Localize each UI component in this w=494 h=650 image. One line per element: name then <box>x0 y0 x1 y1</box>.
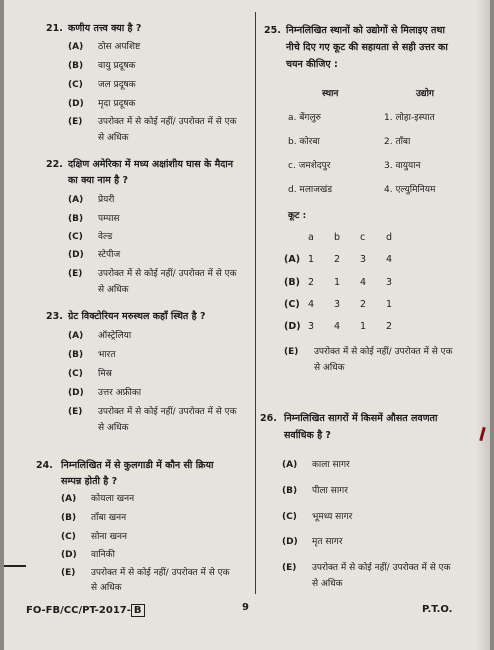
page-number: 9 <box>242 602 249 613</box>
place-c: c. जमशेदपुर <box>288 161 331 171</box>
place-b: b. कोरबा <box>288 137 320 147</box>
margin-mark-red <box>479 427 486 441</box>
industry-2: 2. ताँबा <box>384 137 411 147</box>
question-text-line2: नीचे दिए गए कूट की सहायता से सही उत्तर का <box>286 42 448 53</box>
question-number: 22. <box>46 159 63 170</box>
question-text-line3: चयन कीजिए : <box>286 59 338 70</box>
question-text-line1: निम्नलिखित स्थानों को उद्योगों से मिलाइए तथा <box>286 25 445 36</box>
place-a: a. बेंगलुरु <box>288 113 321 123</box>
question-number: 26. <box>260 413 277 424</box>
pto-label: P.T.O. <box>422 604 453 615</box>
option-e-continuation: से अधिक <box>98 133 129 143</box>
question-text: कणीय तत्त्व क्या है ? <box>68 23 142 34</box>
question-text-line1: निम्नलिखित में से कुलगाडी में कौन सी क्रिया <box>61 460 214 471</box>
option-e-continuation: से अधिक <box>98 285 129 295</box>
column-header-industries: उद्योग <box>416 89 435 99</box>
place-d: d. मलाजखंड <box>288 185 333 195</box>
question-text: ग्रेट विक्टोरियन मरुस्थल कहाँ स्थित है ? <box>68 311 206 322</box>
industry-1: 1. लोहा-इस्पात <box>384 113 435 123</box>
question-text-line1: दक्षिण अमेरिका में मध्य अक्षांशीय घास के मैदान <box>68 159 234 170</box>
column-divider <box>255 12 256 594</box>
industry-3: 3. वायुयान <box>384 161 421 171</box>
code-header-a: a <box>308 232 314 243</box>
code-header-c: c <box>360 232 366 243</box>
question-text-line2: का क्या नाम है ? <box>68 175 129 186</box>
option-e-continuation: से अधिक <box>312 579 343 589</box>
margin-mark <box>4 565 26 567</box>
question-number: 25. <box>264 25 281 36</box>
question-text-line2: सम्पन्न होती है ? <box>61 476 118 487</box>
question-text-line1: निम्नलिखित सागरों में किसमें औसत लवणता <box>284 413 438 424</box>
booklet-series-box: B <box>131 604 145 617</box>
code-label: कूट : <box>288 211 307 221</box>
question-number: 23. <box>46 311 63 322</box>
option-e-continuation: से अधिक <box>98 423 129 433</box>
option-e-continuation: से अधिक <box>91 583 122 593</box>
industry-4: 4. एल्युमिनियम <box>384 185 436 195</box>
exam-page: 21. कणीय तत्त्व क्या है ? (A) ठोस अपशिष्ट (B) वायु प्रदूषक (C) जल प्रदूषक (D) मृदा प्रदूषक (E) उपरोक्त में से कोई नहीं/ उपरोक्त में से एक से अधिक 22. दक्षिण अमेरिका में मध्य अक्षांशीय घास के मैदान का क्या नाम है ? (A) प्रेयरी (B) पम्पास (C) वेल्ड (D) स्टेपीज (E) उपरोक्त में से कोई नहीं/ उपरोक्त में से एक से अधिक 23. ग्रेट विक्टोरियन मरुस्थल कहाँ स्थित है ? (A) ऑस्ट्रेलिया (B) भारत (C) मिस्र (D) उत्तर अफ्रीका (E) उपरोक्त में से कोई नहीं/ उपरोक्त में से एक से अधिक 24. निम्नलिखित में से कुलगाडी में कौन सी क्रिया सम्पन्न होती है ? (A) कोयला खनन (B) ताँबा खनन (C) सोना खनन (D) वानिकी (E) उपरोक्त में से कोई नहीं/ उपरोक्त में से एक से अधिक 25. निम्नलिखित स्थानों को उद्योगों से मिलाइए तथा नीचे दिए गए कूट की सहायता से सही उत्तर का चयन कीजिए : स्थान उद्योग a. बेंगलुरु b. कोरबा c. जमशेदपुर d. मलाजखंड 1. लोहा-इस्पात 2. ताँबा 3. वायुयान 4. एल्युमिनियम कूट : a b c d (A) 1 2 3 4 (B) 2 1 4 3 (C) 4 3 2 1 (D) 3 4 1 2 (E) उपरोक्त में से कोई नहीं/ उपरोक्त में से एक से अधिक 26. निम्नलिखित सागरों में किसमें औसत लवणता सर्वाधिक है ? (A) काला सागर (B) पीला सागर (C) भूमध्य सागर (D) मृत सागर (E) उपरोक्त में से कोई नहीं/ उपरोक्त में से एक से अधिक FO-FB/CC/PT-2017- B 9 P.T.O. <box>4 0 490 650</box>
question-number: 21. <box>46 23 63 34</box>
column-header-places: स्थान <box>322 89 339 99</box>
code-header-d: d <box>386 232 393 243</box>
paper-code: FO-FB/CC/PT-2017- B <box>26 604 145 617</box>
option-e-continuation: से अधिक <box>314 363 345 373</box>
question-text-line2: सर्वाधिक है ? <box>284 430 331 441</box>
code-header-b: b <box>334 232 341 243</box>
question-number: 24. <box>36 460 53 471</box>
